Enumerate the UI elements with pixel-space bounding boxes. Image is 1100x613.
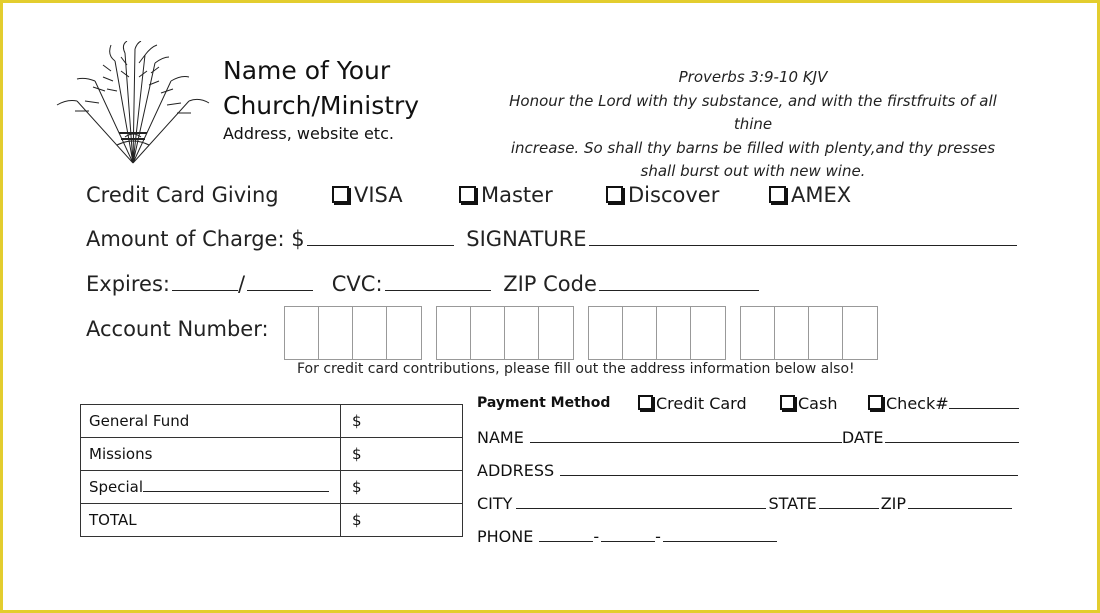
city-field[interactable] xyxy=(516,507,766,509)
church-address: Address, website etc. xyxy=(223,124,394,143)
discover-label: Discover xyxy=(628,183,720,207)
special-fund-field[interactable] xyxy=(143,490,329,492)
phone-row xyxy=(477,527,777,546)
check-option[interactable] xyxy=(868,394,1019,413)
fund-amount-missions[interactable]: $ xyxy=(341,438,463,471)
church-name-line1: Name of Your xyxy=(223,56,391,85)
fund-amount-special[interactable]: $ xyxy=(341,471,463,504)
account-digit-cell[interactable] xyxy=(775,307,809,359)
church-name-line2: Church/Ministry xyxy=(223,91,420,120)
phone-line-field[interactable] xyxy=(663,540,777,542)
address-note: For credit card contributions, please fill out the address information below also! xyxy=(297,361,855,377)
address-field[interactable] xyxy=(560,474,1018,476)
visa-label: VISA xyxy=(354,183,403,207)
account-group-4[interactable] xyxy=(740,306,878,360)
expiry-row xyxy=(86,272,759,296)
date-label: DATE xyxy=(841,428,884,447)
cash-option[interactable] xyxy=(780,394,837,413)
visa-checkbox[interactable] xyxy=(332,186,349,203)
zip-label: ZIP xyxy=(880,494,907,513)
credit-card-option[interactable] xyxy=(638,394,747,413)
master-label: Master xyxy=(481,183,553,207)
account-digit-cell[interactable] xyxy=(285,307,319,359)
table-row xyxy=(81,471,463,504)
payment-method-label: Payment Method xyxy=(477,395,611,411)
city-label: CITY xyxy=(477,494,513,513)
expires-year-field[interactable] xyxy=(247,289,313,291)
discover-option[interactable] xyxy=(606,183,719,207)
account-digit-cell[interactable] xyxy=(623,307,657,359)
table-row xyxy=(81,504,463,537)
account-digit-cell[interactable] xyxy=(437,307,471,359)
cvc-label: CVC: xyxy=(331,272,383,296)
city-row xyxy=(477,494,1012,513)
account-digit-cell[interactable] xyxy=(539,307,573,359)
signature-label: SIGNATURE xyxy=(466,227,587,251)
fund-amount-general[interactable]: $ xyxy=(341,405,463,438)
verse-reference: Proverbs 3:9-10 KJV xyxy=(678,68,828,86)
account-number-label: Account Number: xyxy=(86,317,269,341)
expires-label: Expires: xyxy=(86,272,170,296)
credit-card-giving-label: Credit Card Giving xyxy=(86,183,279,207)
discover-checkbox[interactable] xyxy=(606,186,623,203)
account-digit-cell[interactable] xyxy=(741,307,775,359)
account-digit-cell[interactable] xyxy=(319,307,353,359)
account-digit-cell[interactable] xyxy=(657,307,691,359)
fund-label-special: Special xyxy=(89,478,144,496)
account-digit-cell[interactable] xyxy=(589,307,623,359)
verse-line-1: Honour the Lord with thy substance, and with the firstfruits of all thine xyxy=(509,91,997,133)
name-field[interactable] xyxy=(530,441,842,443)
zip-field[interactable] xyxy=(908,507,1012,509)
check-checkbox[interactable] xyxy=(868,395,883,410)
cvc-field[interactable] xyxy=(385,289,491,291)
zip-code-label: ZIP Code xyxy=(503,272,597,296)
name-row xyxy=(477,428,1019,447)
fund-label-special-cell xyxy=(81,471,341,504)
address-row xyxy=(477,461,1018,480)
account-group-1[interactable] xyxy=(284,306,422,360)
fund-label-total: TOTAL xyxy=(81,504,341,537)
account-group-3[interactable] xyxy=(588,306,726,360)
amex-checkbox[interactable] xyxy=(769,186,786,203)
amount-field[interactable] xyxy=(307,244,454,246)
table-row xyxy=(81,438,463,471)
phone-label: PHONE xyxy=(477,527,534,546)
state-field[interactable] xyxy=(819,507,879,509)
cash-label: Cash xyxy=(798,394,838,413)
cash-checkbox[interactable] xyxy=(780,395,795,410)
date-field[interactable] xyxy=(885,441,1019,443)
credit-card-label: Credit Card xyxy=(656,394,747,413)
phone-dash-2: - xyxy=(655,527,661,546)
amex-label: AMEX xyxy=(791,183,852,207)
expires-slash: / xyxy=(237,272,246,296)
fund-amount-total[interactable]: $ xyxy=(341,504,463,537)
verse-line-3: shall burst out with new wine. xyxy=(640,162,866,180)
name-label: NAME xyxy=(477,428,524,447)
fund-label-missions: Missions xyxy=(81,438,341,471)
account-digit-cell[interactable] xyxy=(471,307,505,359)
account-digit-cell[interactable] xyxy=(353,307,387,359)
master-checkbox[interactable] xyxy=(459,186,476,203)
visa-option[interactable] xyxy=(332,183,403,207)
zip-code-field[interactable] xyxy=(599,289,759,291)
account-digit-cell[interactable] xyxy=(843,307,877,359)
account-digit-cell[interactable] xyxy=(387,307,421,359)
table-row xyxy=(81,405,463,438)
phone-prefix-field[interactable] xyxy=(601,540,655,542)
master-option[interactable] xyxy=(459,183,553,207)
check-number-field[interactable] xyxy=(949,407,1019,409)
phone-area-field[interactable] xyxy=(539,540,593,542)
fund-label-general: General Fund xyxy=(81,405,341,438)
account-digit-cell[interactable] xyxy=(505,307,539,359)
state-label: STATE xyxy=(768,494,817,513)
verse-line-2: increase. So shall thy barns be filled with plenty,and thy presses xyxy=(510,138,996,157)
bible-verse xyxy=(497,66,1009,184)
credit-card-checkbox[interactable] xyxy=(638,395,653,410)
church-name xyxy=(223,53,419,123)
fund-table xyxy=(80,404,463,537)
amount-label: Amount of Charge: $ xyxy=(86,227,305,251)
check-label: Check# xyxy=(886,394,949,413)
account-digit-cell[interactable] xyxy=(691,307,725,359)
account-digit-cell[interactable] xyxy=(809,307,843,359)
phone-dash-1: - xyxy=(593,527,600,546)
wheat-sheaf-logo-icon xyxy=(55,41,211,165)
amex-option[interactable] xyxy=(769,183,851,207)
amount-row xyxy=(86,227,1017,251)
address-label: ADDRESS xyxy=(477,461,555,480)
signature-field[interactable] xyxy=(589,244,1017,246)
expires-month-field[interactable] xyxy=(172,289,238,291)
account-group-2[interactable] xyxy=(436,306,574,360)
